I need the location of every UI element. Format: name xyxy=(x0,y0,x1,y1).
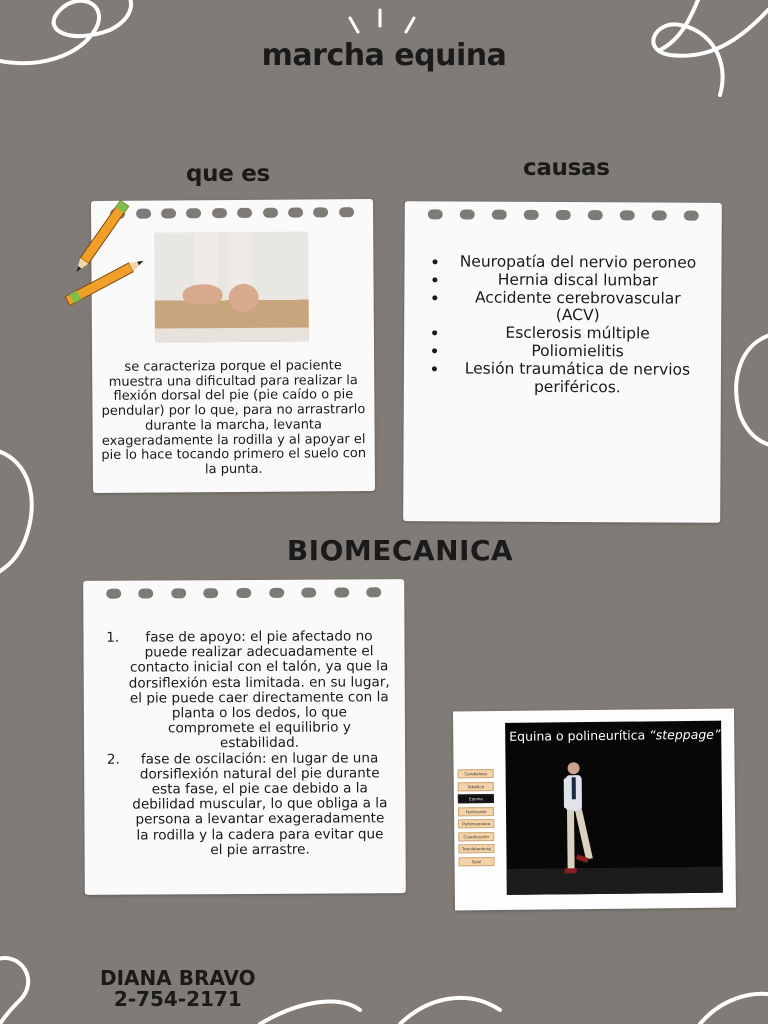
list-item: Parkinsoniana xyxy=(458,819,494,828)
author-name: DIANA BRAVO xyxy=(100,966,256,990)
notebook-holes xyxy=(405,209,722,221)
list-item: • Esclerosis múltiple xyxy=(448,325,703,344)
list-item: • Poliomielitis xyxy=(448,342,703,361)
list-item: • Lesión traumática de nervios periféricos. xyxy=(448,360,703,397)
list-item: • Neuropatía del nervio peroneo xyxy=(448,253,703,272)
biomecanica-card xyxy=(83,579,406,895)
title-sparkle-doodle xyxy=(340,4,430,38)
bare-feet-photo xyxy=(154,231,309,342)
list-item: Claudicación xyxy=(458,832,494,841)
causas-list xyxy=(434,253,704,397)
right-loop-doodle xyxy=(730,320,768,450)
author-id: 2-754-2171 xyxy=(113,987,242,1011)
causas-card xyxy=(403,201,722,523)
causas-heading: causas xyxy=(523,155,610,181)
list-item: Senil xyxy=(458,857,494,866)
list-item: Cerebelosa xyxy=(458,769,494,778)
que-es-heading: que es xyxy=(186,161,270,187)
list-item: • Hernia discal lumbar xyxy=(448,271,703,290)
biomecanica-heading: BIOMECANICA xyxy=(286,534,514,567)
list-item: Trendelenburg xyxy=(458,844,494,853)
video-caption: Equina o polineurítica “steppage” xyxy=(509,726,721,744)
list-item: • Accidente cerebrovascular (ACV) xyxy=(448,289,703,326)
pencil-icon xyxy=(44,250,144,325)
que-es-description: se caracteriza porque el paciente muestra una dificultad para realizar la flexión dorsal del pie (pie caído o pie pendular) por lo que, para no arrastrarlo durante la marcha, levanta exageradamente la rodilla y al apoyar el pie lo hace tocando primero el suelo con la punta. xyxy=(101,358,367,478)
list-item: 1. fase de apoyo: el pie afectado no puede realizar adecuadamente el contacto inicial con el talón, ya que la dorsiflexión esta limitada. en su lugar, el pie puede caer directamente con la planta o los dedos, lo que compromete el equilibrio y estabilidad. xyxy=(123,629,391,752)
phases-list xyxy=(113,629,391,858)
list-item: Tabética xyxy=(458,782,494,791)
steppage-video-still xyxy=(453,709,736,911)
video-frame xyxy=(505,721,723,895)
author-block xyxy=(100,968,256,1010)
list-item: Equina xyxy=(458,794,494,803)
notebook-holes xyxy=(83,587,404,599)
gait-type-menu xyxy=(458,769,495,869)
list-item: Festinante xyxy=(458,807,494,816)
list-item: 2. fase de oscilación: en lugar de una dorsiflexión natural del pie durante esta fase, el pie cae debido a la debilidad muscular, lo que obliga a la persona a levantar exageradamente la rodilla y la cadera para evitar que el pie arrastre. xyxy=(124,751,392,859)
page-title: marcha equina xyxy=(261,38,507,73)
walking-man-figure xyxy=(553,758,594,886)
